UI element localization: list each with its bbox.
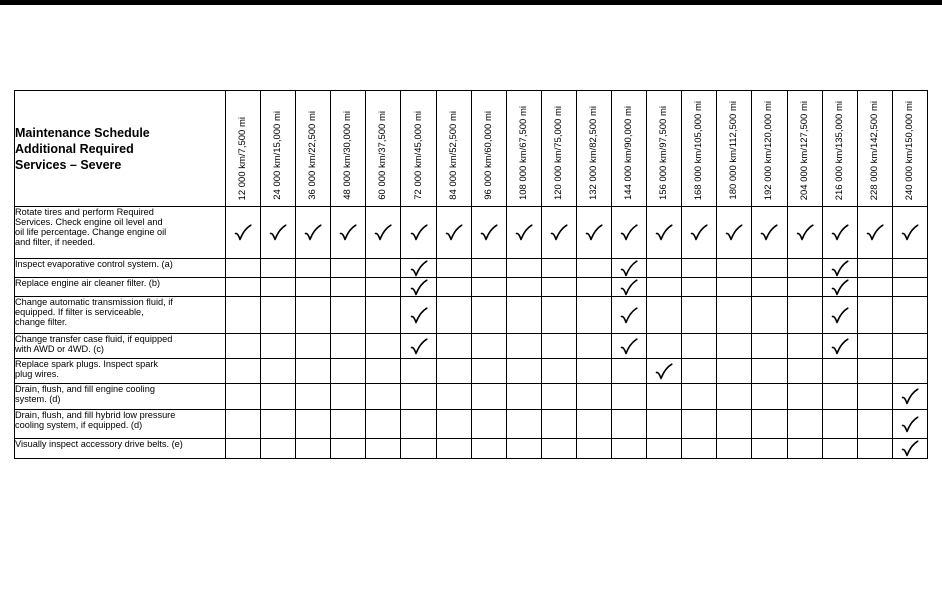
check-cell-16	[752, 334, 787, 359]
service-description	[15, 334, 226, 359]
service-description-line: Drain, flush, and fill hybrid low pressure	[15, 410, 176, 420]
check-cell-6	[401, 359, 436, 384]
check-cell-4	[331, 384, 366, 410]
checkmark-icon	[410, 260, 428, 277]
interval-header-20	[892, 91, 927, 207]
service-description	[15, 278, 226, 297]
interval-label: 132 000 km/82,500 mi	[587, 105, 599, 200]
check-cell-7	[436, 439, 471, 459]
title-line-2: Additional Required	[15, 141, 134, 156]
checkmark-icon	[410, 224, 428, 241]
check-cell-8	[471, 410, 506, 439]
check-cell-19	[857, 359, 892, 384]
check-cell-4	[331, 259, 366, 278]
service-description	[15, 439, 226, 459]
check-cell-3	[296, 297, 331, 334]
check-cell-11	[576, 439, 611, 459]
check-cell-2	[261, 334, 296, 359]
check-cell-17	[787, 207, 822, 259]
interval-header-18	[822, 91, 857, 207]
service-description-line: Rotate tires and perform Required	[15, 207, 154, 217]
check-cell-8	[471, 439, 506, 459]
check-cell-20	[892, 297, 927, 334]
interval-label: 12 000 km/7,500 mi	[236, 116, 248, 200]
check-cell-9	[506, 278, 541, 297]
check-cell-3	[296, 278, 331, 297]
check-cell-20	[892, 359, 927, 384]
service-description-line: Change transfer case fluid, if equipped	[15, 334, 173, 344]
check-cell-14	[682, 259, 717, 278]
service-description-line: Change automatic transmission fluid, if	[15, 297, 173, 307]
check-cell-9	[506, 439, 541, 459]
check-cell-19	[857, 439, 892, 459]
check-cell-13	[647, 278, 682, 297]
checkmark-icon	[690, 224, 708, 241]
service-description-line: Drain, flush, and fill engine cooling	[15, 384, 155, 394]
interval-label: 60 000 km/37,500 mi	[377, 111, 389, 200]
check-cell-7	[436, 207, 471, 259]
check-cell-20	[892, 334, 927, 359]
check-cell-8	[471, 207, 506, 259]
check-cell-10	[541, 297, 576, 334]
check-cell-18	[822, 384, 857, 410]
check-cell-19	[857, 259, 892, 278]
check-cell-15	[717, 297, 752, 334]
check-cell-7	[436, 384, 471, 410]
checkmark-icon	[620, 260, 638, 277]
service-description-line: cooling system, if equipped. (d)	[15, 420, 143, 430]
check-cell-18	[822, 334, 857, 359]
interval-header-8	[471, 91, 506, 207]
interval-header-1	[226, 91, 261, 207]
check-cell-11	[576, 259, 611, 278]
interval-header-9	[506, 91, 541, 207]
interval-header-10	[541, 91, 576, 207]
check-cell-14	[682, 439, 717, 459]
interval-label: 108 000 km/67,500 mi	[517, 105, 529, 200]
checkmark-icon	[901, 388, 919, 405]
check-cell-13	[647, 259, 682, 278]
checkmark-icon	[445, 224, 463, 241]
check-cell-12	[612, 297, 647, 334]
check-cell-15	[717, 278, 752, 297]
check-cell-5	[366, 410, 401, 439]
check-cell-7	[436, 278, 471, 297]
check-cell-2	[261, 384, 296, 410]
interval-label: 240 000 km/150,000 mi	[903, 100, 915, 200]
check-cell-13	[647, 384, 682, 410]
check-cell-16	[752, 359, 787, 384]
interval-header-11	[576, 91, 611, 207]
check-cell-10	[541, 334, 576, 359]
service-row	[15, 278, 928, 297]
check-cell-15	[717, 359, 752, 384]
interval-header-6	[401, 91, 436, 207]
interval-label: 144 000 km/90,000 mi	[623, 105, 635, 200]
checkmark-icon	[410, 338, 428, 355]
check-cell-4	[331, 334, 366, 359]
check-cell-15	[717, 259, 752, 278]
check-cell-6	[401, 207, 436, 259]
check-cell-6	[401, 259, 436, 278]
check-cell-17	[787, 278, 822, 297]
check-cell-13	[647, 359, 682, 384]
top-border-bar	[0, 0, 942, 5]
service-description-line: Replace engine air cleaner filter. (b)	[15, 278, 161, 288]
check-cell-20	[892, 259, 927, 278]
check-cell-16	[752, 207, 787, 259]
check-cell-3	[296, 439, 331, 459]
interval-header-2	[261, 91, 296, 207]
checkmark-icon	[831, 338, 849, 355]
checkmark-icon	[410, 279, 428, 296]
check-cell-1	[226, 410, 261, 439]
service-row	[15, 439, 928, 459]
check-cell-16	[752, 278, 787, 297]
check-cell-2	[261, 439, 296, 459]
check-cell-5	[366, 334, 401, 359]
check-cell-3	[296, 334, 331, 359]
interval-header-13	[647, 91, 682, 207]
title-line-1: Maintenance Schedule	[15, 125, 150, 140]
check-cell-12	[612, 359, 647, 384]
check-cell-17	[787, 259, 822, 278]
interval-label: 24 000 km/15,000 mi	[272, 111, 284, 200]
check-cell-3	[296, 384, 331, 410]
check-cell-1	[226, 334, 261, 359]
check-cell-20	[892, 384, 927, 410]
check-cell-14	[682, 410, 717, 439]
check-cell-10	[541, 259, 576, 278]
check-cell-12	[612, 334, 647, 359]
service-description-line: Visually inspect accessory drive belts. (e)	[15, 439, 183, 449]
check-cell-4	[331, 410, 366, 439]
service-row	[15, 259, 928, 278]
check-cell-1	[226, 297, 261, 334]
check-cell-16	[752, 259, 787, 278]
checkmark-icon	[410, 307, 428, 324]
interval-header-5	[366, 91, 401, 207]
service-row	[15, 297, 928, 334]
check-cell-11	[576, 278, 611, 297]
check-cell-17	[787, 334, 822, 359]
service-description-line: oil life percentage. Change engine oil	[15, 227, 167, 237]
check-cell-12	[612, 439, 647, 459]
check-cell-15	[717, 207, 752, 259]
interval-header-19	[857, 91, 892, 207]
service-description-line: and filter, if needed.	[15, 237, 96, 247]
check-cell-17	[787, 297, 822, 334]
check-cell-13	[647, 334, 682, 359]
interval-label: 192 000 km/120,000 mi	[763, 100, 775, 200]
maintenance-schedule-table	[14, 90, 928, 459]
check-cell-16	[752, 384, 787, 410]
service-description	[15, 384, 226, 410]
check-cell-13	[647, 410, 682, 439]
checkmark-icon	[655, 363, 673, 380]
check-cell-5	[366, 359, 401, 384]
check-cell-18	[822, 439, 857, 459]
service-description-line: Inspect evaporative control system. (a)	[15, 259, 173, 269]
check-cell-7	[436, 297, 471, 334]
check-cell-19	[857, 297, 892, 334]
checkmark-icon	[901, 416, 919, 433]
check-cell-11	[576, 384, 611, 410]
check-cell-1	[226, 359, 261, 384]
check-cell-18	[822, 410, 857, 439]
checkmark-icon	[304, 224, 322, 241]
checkmark-icon	[866, 224, 884, 241]
check-cell-9	[506, 297, 541, 334]
check-cell-6	[401, 297, 436, 334]
check-cell-12	[612, 410, 647, 439]
check-cell-15	[717, 384, 752, 410]
interval-header-7	[436, 91, 471, 207]
check-cell-8	[471, 278, 506, 297]
check-cell-14	[682, 384, 717, 410]
interval-header-15	[717, 91, 752, 207]
service-description	[15, 207, 226, 259]
check-cell-14	[682, 207, 717, 259]
interval-header-12	[612, 91, 647, 207]
check-cell-7	[436, 259, 471, 278]
interval-header-17	[787, 91, 822, 207]
check-cell-19	[857, 207, 892, 259]
service-description-line: Services. Check engine oil level and	[15, 217, 163, 227]
checkmark-icon	[374, 224, 392, 241]
check-cell-7	[436, 334, 471, 359]
check-cell-6	[401, 278, 436, 297]
check-cell-12	[612, 207, 647, 259]
check-cell-10	[541, 278, 576, 297]
interval-label: 228 000 km/142,500 mi	[868, 100, 880, 200]
check-cell-17	[787, 359, 822, 384]
check-cell-8	[471, 259, 506, 278]
check-cell-9	[506, 207, 541, 259]
check-cell-3	[296, 359, 331, 384]
check-cell-18	[822, 359, 857, 384]
check-cell-15	[717, 334, 752, 359]
check-cell-4	[331, 439, 366, 459]
check-cell-17	[787, 439, 822, 459]
checkmark-icon	[620, 307, 638, 324]
service-description-line: change filter.	[15, 317, 68, 327]
check-cell-13	[647, 207, 682, 259]
service-description-line: with AWD or 4WD. (c)	[15, 344, 104, 354]
check-cell-18	[822, 297, 857, 334]
service-row	[15, 334, 928, 359]
interval-label: 48 000 km/30,000 mi	[342, 111, 354, 200]
check-cell-3	[296, 207, 331, 259]
check-cell-5	[366, 384, 401, 410]
check-cell-8	[471, 334, 506, 359]
check-cell-5	[366, 207, 401, 259]
check-cell-1	[226, 259, 261, 278]
check-cell-20	[892, 207, 927, 259]
service-description	[15, 410, 226, 439]
check-cell-20	[892, 410, 927, 439]
checkmark-icon	[901, 440, 919, 457]
check-cell-2	[261, 278, 296, 297]
check-cell-5	[366, 297, 401, 334]
check-cell-2	[261, 297, 296, 334]
service-row	[15, 410, 928, 439]
checkmark-icon	[831, 279, 849, 296]
interval-header-14	[682, 91, 717, 207]
check-cell-2	[261, 207, 296, 259]
checkmark-icon	[550, 224, 568, 241]
interval-label: 156 000 km/97,500 mi	[658, 105, 670, 200]
check-cell-1	[226, 207, 261, 259]
check-cell-10	[541, 410, 576, 439]
check-cell-14	[682, 334, 717, 359]
checkmark-icon	[515, 224, 533, 241]
checkmark-icon	[585, 224, 603, 241]
check-cell-9	[506, 334, 541, 359]
interval-label: 180 000 km/112,500 mi	[728, 101, 740, 200]
check-cell-6	[401, 334, 436, 359]
check-cell-12	[612, 259, 647, 278]
service-row	[15, 207, 928, 259]
check-cell-13	[647, 297, 682, 334]
check-cell-17	[787, 410, 822, 439]
check-cell-11	[576, 410, 611, 439]
interval-label: 120 000 km/75,000 mi	[552, 105, 564, 200]
check-cell-10	[541, 359, 576, 384]
check-cell-5	[366, 278, 401, 297]
check-cell-1	[226, 384, 261, 410]
schedule-title	[15, 91, 226, 207]
checkmark-icon	[480, 224, 498, 241]
check-cell-4	[331, 207, 366, 259]
interval-label: 216 000 km/135,000 mi	[833, 100, 845, 200]
check-cell-14	[682, 297, 717, 334]
checkmark-icon	[620, 279, 638, 296]
check-cell-9	[506, 259, 541, 278]
table-header-row	[15, 91, 928, 207]
service-description-line: system. (d)	[15, 394, 61, 404]
check-cell-6	[401, 410, 436, 439]
check-cell-12	[612, 278, 647, 297]
check-cell-9	[506, 410, 541, 439]
check-cell-10	[541, 384, 576, 410]
check-cell-10	[541, 439, 576, 459]
checkmark-icon	[725, 224, 743, 241]
check-cell-9	[506, 384, 541, 410]
check-cell-15	[717, 410, 752, 439]
service-description	[15, 359, 226, 384]
checkmark-icon	[760, 224, 778, 241]
interval-label: 72 000 km/45,000 mi	[412, 111, 424, 200]
interval-header-3	[296, 91, 331, 207]
check-cell-1	[226, 278, 261, 297]
check-cell-7	[436, 359, 471, 384]
check-cell-1	[226, 439, 261, 459]
service-description-line: plug wires.	[15, 369, 59, 379]
check-cell-5	[366, 439, 401, 459]
check-cell-20	[892, 439, 927, 459]
check-cell-13	[647, 439, 682, 459]
interval-label: 84 000 km/52,500 mi	[447, 111, 459, 200]
checkmark-icon	[831, 260, 849, 277]
check-cell-4	[331, 278, 366, 297]
checkmark-icon	[620, 224, 638, 241]
check-cell-19	[857, 334, 892, 359]
service-row	[15, 384, 928, 410]
check-cell-4	[331, 297, 366, 334]
checkmark-icon	[901, 224, 919, 241]
interval-header-16	[752, 91, 787, 207]
check-cell-18	[822, 207, 857, 259]
service-description	[15, 297, 226, 334]
title-line-3: Services – Severe	[15, 157, 122, 172]
check-cell-3	[296, 259, 331, 278]
check-cell-15	[717, 439, 752, 459]
check-cell-10	[541, 207, 576, 259]
check-cell-19	[857, 410, 892, 439]
interval-label: 168 000 km/105,000 mi	[693, 100, 705, 200]
check-cell-11	[576, 207, 611, 259]
checkmark-icon	[234, 224, 252, 241]
check-cell-16	[752, 439, 787, 459]
check-cell-9	[506, 359, 541, 384]
check-cell-11	[576, 297, 611, 334]
interval-header-4	[331, 91, 366, 207]
check-cell-19	[857, 384, 892, 410]
check-cell-2	[261, 259, 296, 278]
check-cell-18	[822, 278, 857, 297]
checkmark-icon	[269, 224, 287, 241]
check-cell-18	[822, 259, 857, 278]
check-cell-7	[436, 410, 471, 439]
check-cell-11	[576, 334, 611, 359]
interval-label: 96 000 km/60,000 mi	[482, 111, 494, 200]
check-cell-17	[787, 384, 822, 410]
check-cell-20	[892, 278, 927, 297]
check-cell-16	[752, 410, 787, 439]
service-row	[15, 359, 928, 384]
check-cell-2	[261, 359, 296, 384]
check-cell-14	[682, 359, 717, 384]
check-cell-19	[857, 278, 892, 297]
check-cell-5	[366, 259, 401, 278]
check-cell-8	[471, 359, 506, 384]
check-cell-12	[612, 384, 647, 410]
checkmark-icon	[339, 224, 357, 241]
check-cell-11	[576, 359, 611, 384]
service-description-line: Replace spark plugs. Inspect spark	[15, 359, 158, 369]
checkmark-icon	[620, 338, 638, 355]
checkmark-icon	[796, 224, 814, 241]
checkmark-icon	[655, 224, 673, 241]
check-cell-6	[401, 439, 436, 459]
check-cell-8	[471, 297, 506, 334]
check-cell-3	[296, 410, 331, 439]
interval-label: 36 000 km/22,500 mi	[307, 111, 319, 200]
checkmark-icon	[831, 224, 849, 241]
service-description	[15, 259, 226, 278]
checkmark-icon	[831, 307, 849, 324]
check-cell-2	[261, 410, 296, 439]
check-cell-8	[471, 384, 506, 410]
interval-label: 204 000 km/127,500 mi	[798, 100, 810, 200]
check-cell-4	[331, 359, 366, 384]
check-cell-6	[401, 384, 436, 410]
service-description-line: equipped. If filter is serviceable,	[15, 307, 144, 317]
check-cell-16	[752, 297, 787, 334]
check-cell-14	[682, 278, 717, 297]
